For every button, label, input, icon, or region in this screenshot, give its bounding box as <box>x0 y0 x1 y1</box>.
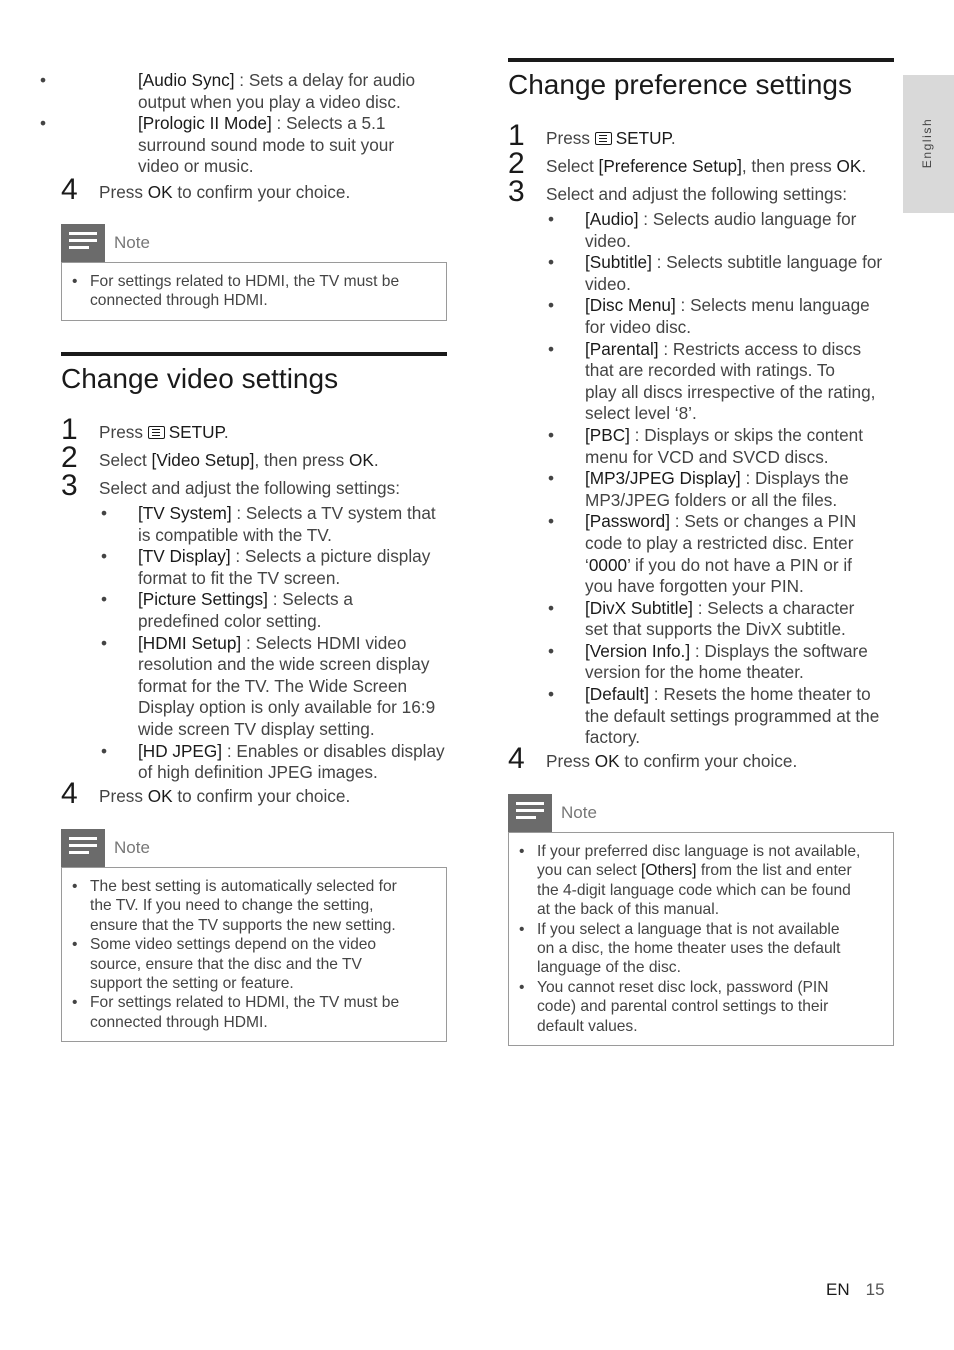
page-number: 15 <box>865 1280 885 1299</box>
list-item: • [HD JPEG] : Enables or disables display of high definition JPEG images. <box>101 740 445 783</box>
list-item: • [Version Info.] : Displays the software version for the home theater. <box>548 640 868 683</box>
list-item: • The best setting is automatically selected for the TV. If you need to change the setting, ensure that the TV supports the new setting. <box>72 878 397 934</box>
note-preference <box>508 794 894 1046</box>
section-title-video: Change video settings <box>61 363 339 394</box>
footer-lang: EN <box>826 1280 850 1299</box>
list-item: • [Picture Settings] : Selects a predefined color setting. <box>101 589 353 631</box>
list-item: • [Subtitle] : Selects subtitle language for video. <box>548 252 883 294</box>
list-item: • For settings related to HDMI, the TV must be connected through HDMI. <box>72 994 400 1031</box>
list-item: • For settings related to HDMI, the TV must be connected through HDMI. <box>72 273 400 310</box>
step-2-pref: 2 Select [Preference Setup], then press OK. <box>508 147 867 180</box>
note-icon <box>61 829 105 867</box>
note-label: Note <box>561 803 597 822</box>
step-4-pref: 4 Press OK to confirm your choice. <box>508 742 798 775</box>
step-4-top: 4 Press OK to confirm your choice. <box>61 173 351 206</box>
section-rule <box>61 352 447 356</box>
language-tab-label: English <box>920 117 934 169</box>
list-item: • [Audio] : Selects audio language for video. <box>548 209 857 251</box>
list-item: • [Disc Menu] : Selects menu language for video disc. <box>548 295 870 337</box>
list-item: • [MP3/JPEG Display] : Displays the MP3/JPEG folders or all the files. <box>548 468 849 510</box>
step-2-video: 2 Select [Video Setup], then press OK. <box>61 441 379 474</box>
section-title-preference: Change preference settings <box>508 69 852 100</box>
note-box <box>61 867 447 1042</box>
step-1-pref: 1 Press SETUP. <box>508 119 676 152</box>
list-item: • [PBC] : Displays or skips the content menu for VCD and SVCD discs. <box>548 424 863 467</box>
list-item: • [TV Display] : Selects a picture display format to fit the TV screen. <box>101 546 431 588</box>
setup-icon <box>595 132 612 145</box>
note-box <box>61 262 447 321</box>
note-icon <box>61 224 105 262</box>
list-item: • If your preferred disc language is not available, you can select [Others] from the list and enter the 4-digit language code which can be found at the back of this manual. <box>519 843 861 919</box>
step-3-pref: 3 Select and adjust the following settings: <box>508 175 847 208</box>
preference-settings-list <box>508 209 898 749</box>
step-1-video: 1 Press SETUP. <box>61 413 229 446</box>
list-item: • [Prologic II Mode] : Selects a 5.1 surround sound mode to suit your video or music. <box>40 113 395 177</box>
setup-icon <box>148 426 165 439</box>
audio-bullets <box>0 70 447 178</box>
note-box <box>508 832 894 1046</box>
video-settings-list <box>61 503 447 784</box>
list-item: • [Audio Sync] : Sets a delay for audio output when you play a video disc. <box>40 70 416 112</box>
page-footer <box>826 1280 885 1300</box>
list-item: • You cannot reset disc lock, password (PIN code) and parental control settings to their default values. <box>519 978 829 1035</box>
step-3-video: 3 Select and adjust the following settings: <box>61 469 400 502</box>
note-icon <box>508 794 552 832</box>
step-4-video: 4 Press OK to confirm your choice. <box>61 777 351 810</box>
list-item: • [TV System] : Selects a TV system that is compatible with the TV. <box>101 503 436 545</box>
note-label: Note <box>114 838 150 857</box>
language-tab <box>903 75 954 213</box>
list-item: • [Parental] : Restricts access to discs that are recorded with ratings. To play all discs irrespective of the rating, select level ‘8’. <box>548 338 876 424</box>
note-label: Note <box>114 233 150 252</box>
note-video <box>61 829 447 1042</box>
section-rule <box>508 58 894 62</box>
list-item: • Some video settings depend on the video source, ensure that the disc and the TV support the setting or feature. <box>72 936 377 993</box>
note-hdmi <box>61 224 447 321</box>
list-item: • [HDMI Setup] : Selects HDMI video resolution and the wide screen display format for the TV. The Wide Screen Display option is only available for 16:9 wide screen TV display setting. <box>101 632 436 739</box>
list-item: • If you select a language that is not available on a disc, the home theater uses the default language of the disc. <box>519 920 841 977</box>
list-item: • [DivX Subtitle] : Selects a character set that supports the DivX subtitle. <box>548 597 855 640</box>
list-item: • [Default] : Resets the home theater to the default settings programmed at the factory. <box>548 684 880 748</box>
list-item: • [Password] : Sets or changes a PIN code to play a restricted disc. Enter ‘0000’ if you do not have a PIN or if you have forgotten your PIN. <box>548 511 857 597</box>
